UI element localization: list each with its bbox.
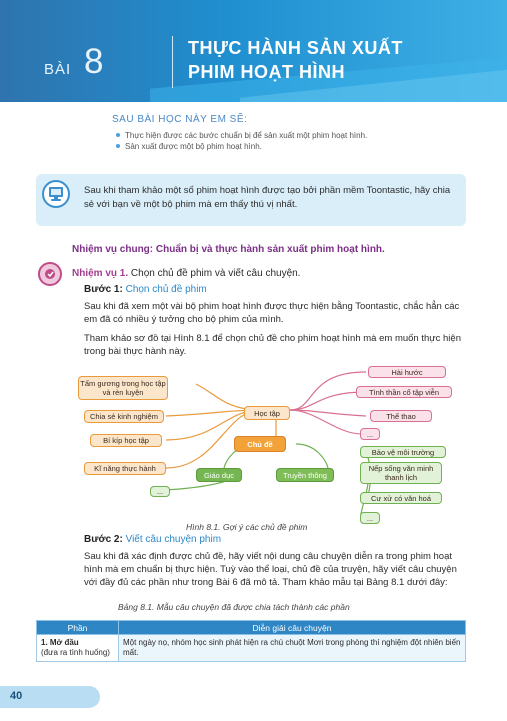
node-right-top: Hài hước <box>368 366 446 378</box>
table-header-row <box>37 621 466 635</box>
step2-heading <box>84 534 221 545</box>
lesson-number: 8 <box>84 42 104 81</box>
node-left-more: ... <box>150 486 170 497</box>
step1-paragraph-1: Sau khi đã xem một vài bộ phim hoạt hình được thực hiện bằng Toontastic, chắc hẳn các em đã có nhiều ý tưởng cho bộ phim của mình. <box>84 301 460 325</box>
step1-heading <box>84 284 207 295</box>
node-giao-duc: Giáo dục <box>196 468 242 482</box>
figure-caption: Hình 8.1. Gợi ý các chủ đề phim <box>186 522 308 532</box>
lesson-header <box>0 0 507 102</box>
step2-label: Bước 2: <box>84 534 123 545</box>
step1-paragraph-2: Tham khảo sơ đồ tại Hình 8.1 để chọn chủ đề cho phim hoạt hình mà em muốn thực hiện trong bài thực hành này. <box>84 333 461 357</box>
step1-title: Chọn chủ đề phim <box>122 284 207 295</box>
task1-text: Chọn chủ đề phim và viết câu chuyện. <box>128 268 301 279</box>
objectives-list <box>116 130 367 152</box>
task1-line <box>72 268 300 279</box>
lesson-title-line1: THỰC HÀNH SẢN XUẤT <box>188 38 403 58</box>
page-number: 40 <box>10 690 23 702</box>
objectives-heading: SAU BÀI HỌC NÀY EM SẼ: <box>112 114 248 125</box>
table-row <box>37 635 466 662</box>
node-left: Chia sẻ kinh nghiệm <box>84 410 164 423</box>
node-right-bottom: Bảo vệ môi trường <box>360 446 446 458</box>
node-right-bottom: Nếp sống văn minh thanh lịch <box>360 462 442 484</box>
node-left: Tấm gương trong học tập và rèn luyện <box>78 376 168 400</box>
node-right-top: Tình thần cổ tập viễn <box>356 386 452 398</box>
node-right-top: Thể thao <box>370 410 432 422</box>
node-left: Bí kíp học tập <box>90 434 162 447</box>
table-cell-part <box>37 635 119 662</box>
node-hoc-tap: Học tập <box>244 406 290 420</box>
topic-mindmap <box>76 364 468 528</box>
task-icon <box>38 262 62 286</box>
objective-item: Sản xuất được một bộ phim hoạt hình. <box>116 141 367 152</box>
intro-box <box>36 174 466 226</box>
lesson-title-line2: PHIM HOẠT HÌNH <box>188 62 345 82</box>
table-header-cell: Diễn giải câu chuyện <box>119 621 466 635</box>
computer-icon <box>42 180 70 208</box>
table-caption: Bảng 8.1. Mẫu câu chuyện đã được chia tách thành các phần <box>118 602 350 612</box>
part-title: 1. Mở đầu <box>41 638 79 647</box>
table-cell-story: Một ngày nọ, nhóm học sinh phát hiện ra chú chuột Mơri trong phòng thí nghiệm đột nhiên biến mất. <box>119 635 466 662</box>
lesson-title <box>188 36 488 84</box>
node-chu-de: Chủ đề <box>234 436 286 452</box>
node-right-bottom-more: ... <box>360 512 380 524</box>
node-truyen-thong: Truyền thông <box>276 468 334 482</box>
step2-title: Viết câu chuyện phim <box>122 534 222 545</box>
part-note: (đưa ra tình huống) <box>41 648 110 657</box>
header-divider <box>172 36 173 88</box>
story-table <box>36 620 466 662</box>
node-left: Kĩ năng thực hành <box>84 462 166 475</box>
objective-item: Thực hiện được các bước chuẩn bị để sản xuất một phim hoạt hình. <box>116 130 367 141</box>
node-right-top-more: ... <box>360 428 380 440</box>
task1-label: Nhiệm vụ 1. <box>72 268 129 279</box>
lesson-word: BÀI <box>44 61 72 78</box>
task-main-heading: Nhiệm vụ chung: Chuẩn bị và thực hành sản xuất phim hoạt hình. <box>72 244 385 255</box>
step1-label: Bước 1: <box>84 284 123 295</box>
intro-text: Sau khi tham khảo một số phim hoạt hình được tạo bởi phần mềm Toontastic, hãy chia sẻ với bạn về một bộ phim mà em thấy thú vị nhất. <box>84 185 451 210</box>
table-header-cell: Phần <box>37 621 119 635</box>
step2-paragraph: Sau khi đã xác định được chủ đề, hãy viết nội dung câu chuyện diễn ra trong phim hoạt hình mà em chuẩn bị thực hiện. Tuỳ vào thể loại, chủ đề của truyện, hãy viết câu chuyện với đầy đủ các phần như trong Bài 6 đã mô tả. Tham khảo mẫu tại Bảng 8.1 dưới đây: <box>84 551 457 588</box>
node-right-bottom: Cư xử có văn hoá <box>360 492 442 504</box>
